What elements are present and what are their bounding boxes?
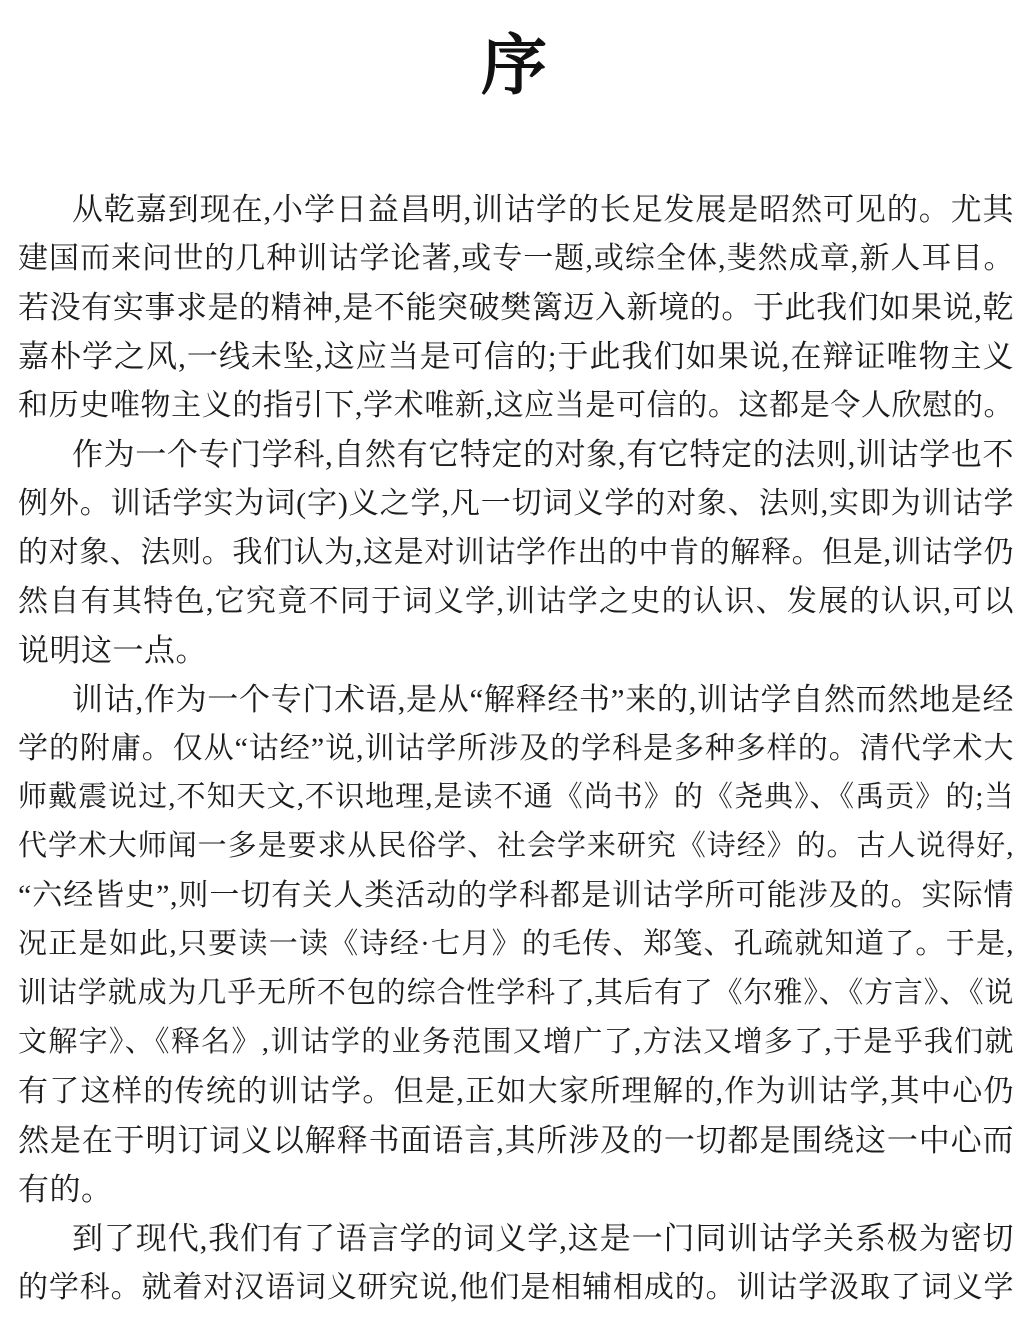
text-line: 师戴震说过,不知天文,不识地理,是读不通《尚书》的《尧典》、《禹贡》的;当 — [18, 781, 1014, 813]
text-line: 若没有实事求是的精神,是不能突破樊篱迈入新境的。于此我们如果说,乾 — [18, 290, 1014, 325]
text-line: 例外。训话学实为词(字)义之学,凡一切词义学的对象、法则,实即为训诂学 — [18, 487, 1014, 520]
text-line: 代学术大师闻一多是要求从民俗学、社会学来研究《诗经》的。古人说得好, — [18, 830, 1014, 862]
text-line: 和历史唯物主义的指引下,学术唯新,这应当是可信的。这都是令人欣慰的。 — [18, 389, 1014, 422]
text-line: 从乾嘉到现在,小学日益昌明,训诂学的长足发展是昭然可见的。尤其 — [72, 192, 1014, 227]
text-line: 嘉朴学之风,一线未坠,这应当是可信的;于此我们如果说,在辩证唯物主义 — [18, 339, 1014, 374]
text-line: 然是在于明订词义以解释书面语言,其所涉及的一切都是围绕这一中心而 — [18, 1123, 1014, 1158]
text-line: 到了现代,我们有了语言学的词义学,这是一门同训诂学关系极为密切 — [72, 1221, 1014, 1256]
text-line: 况正是如此,只要读一读《诗经·七月》的毛传、郑笺、孔疏就知道了。于是, — [18, 928, 1014, 960]
text-line: “六经皆史”,则一切有关人类活动的学科都是训诂学所可能涉及的。实际情 — [18, 879, 1014, 912]
text-line: 然自有其特色,它究竟不同于词义学,训诂学之史的认识、发展的认识,可以 — [18, 585, 1014, 618]
text-line: 作为一个专门学科,自然有它特定的对象,有它特定的法则,训诂学也不 — [72, 437, 1014, 472]
text-line: 训诂学就成为几乎无所不包的综合性学科了,其后有了《尔雅》、《方言》、《说 — [18, 977, 1014, 1009]
text-body — [18, 185, 1014, 1312]
text-line: 有了这样的传统的训诂学。但是,正如大家所理解的,作为训诂学,其中心仍 — [18, 1075, 1014, 1108]
text-line: 学的附庸。仅从“诂经”说,训诂学所涉及的学科是多种多样的。清代学术大 — [18, 732, 1014, 765]
text-line: 说明这一点。 — [18, 633, 207, 668]
text-line: 的学科。就着对汉语词义研究说,他们是相辅相成的。训诂学汲取了词义学 — [18, 1271, 1014, 1304]
text-line: 有的。 — [18, 1172, 113, 1207]
text-line: 建国而来问世的几种训诂学论著,或专一题,或综全体,斐然成章,新人耳目。 — [18, 242, 1014, 275]
text-line: 的对象、法则。我们认为,这是对训诂学作出的中肯的解释。但是,训诂学仍 — [18, 536, 1014, 569]
text-line: 文解字》、《释名》,训诂学的业务范围又增广了,方法又增多了,于是乎我们就 — [18, 1026, 1014, 1058]
page-title: 序 — [481, 30, 551, 103]
text-line: 训诂,作为一个专门术语,是从“解释经书”来的,训诂学自然而然地是经 — [72, 682, 1014, 717]
